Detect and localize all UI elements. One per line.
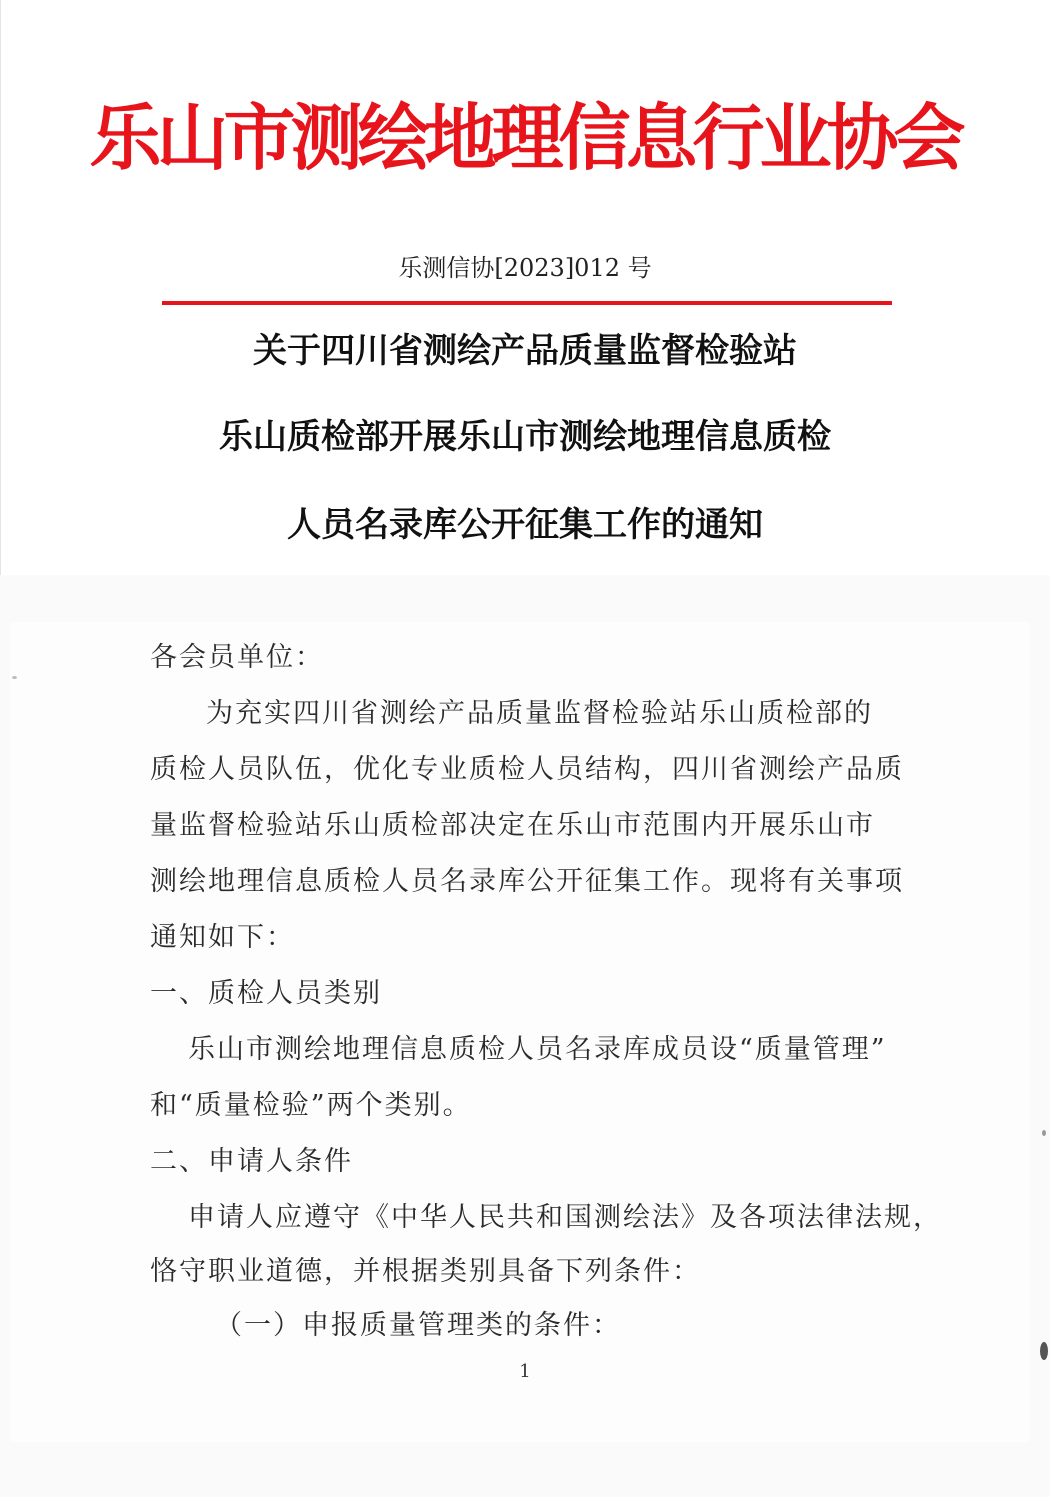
scan-speck [1042,1130,1046,1136]
notice-title-line-2: 乐山质检部开展乐山市测绘地理信息质检 [219,417,831,457]
section-2-heading: 二、申请人条件 [150,1146,353,1177]
intro-line: 质检人员队伍，优化专业质检人员结构，四川省测绘产品质 [150,754,904,785]
organization-title: 乐山市测绘地理信息行业协会 [89,96,961,180]
scan-speck [12,676,17,679]
salutation: 各会员单位： [150,642,324,673]
notice-title-line-1: 关于四川省测绘产品质量监督检验站 [253,331,797,371]
intro-line: 量监督检验站乐山质检部决定在乐山市范围内开展乐山市 [150,810,875,841]
subsection-1-heading: （一）申报质量管理类的条件： [215,1310,621,1341]
scan-speck [1040,1342,1048,1360]
intro-line: 通知如下： [150,922,295,953]
section-1-text-line: 乐山市测绘地理信息质检人员名录库成员设“质量管理” [188,1034,887,1065]
section-2-text-line: 申请人应遵守《中华人民共和国测绘法》及各项法律法规， [188,1202,942,1233]
intro-line: 测绘地理信息质检人员名录库公开征集工作。现将有关事项 [150,866,904,897]
letterhead-red-rule [162,301,892,305]
section-1-heading: 一、质检人员类别 [150,978,382,1009]
page-number: 1 [519,1361,531,1382]
section-1-text-line: 和“质量检验”两个类别。 [150,1090,472,1121]
section-2-text-line: 恪守职业道德，并根据类别具备下列条件： [150,1256,701,1287]
letterhead-page-area [0,0,1050,575]
document-number: 乐测信协[2023]012 号 [398,254,652,282]
notice-title-line-3: 人员名录库公开征集工作的通知 [287,505,763,545]
intro-line: 为充实四川省测绘产品质量监督检验站乐山质检部的 [206,698,873,729]
